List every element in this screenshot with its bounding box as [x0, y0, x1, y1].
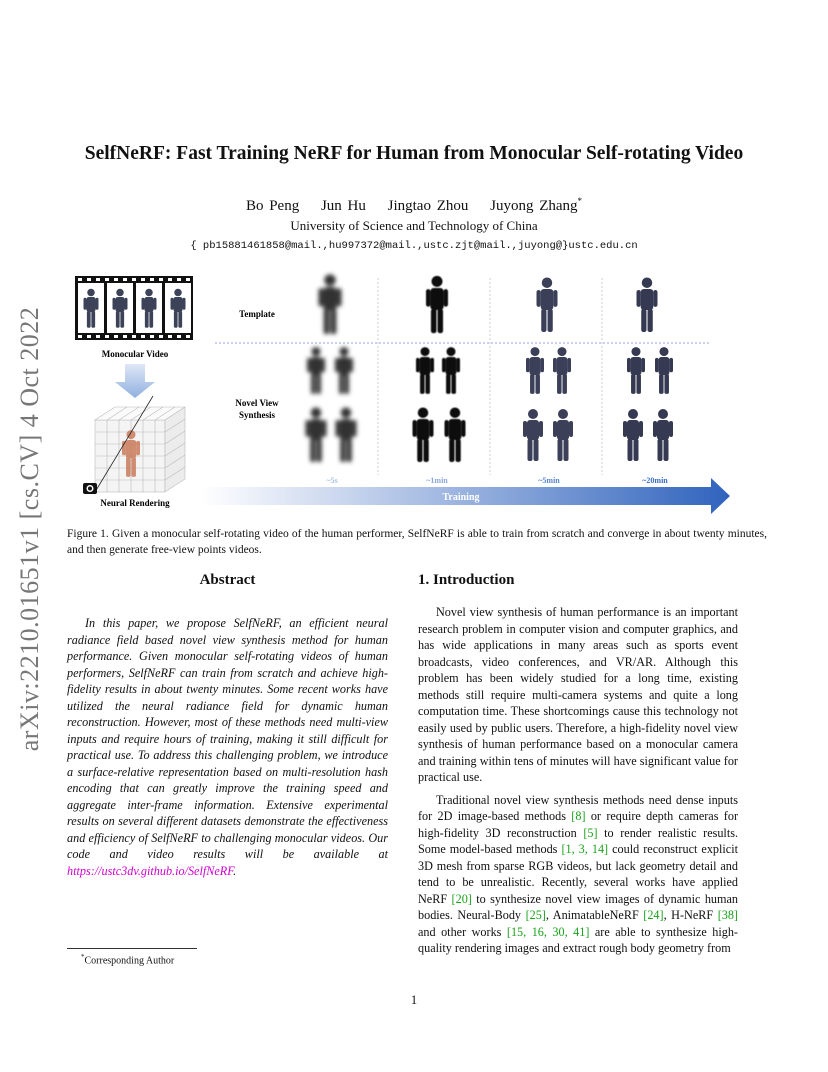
- arxiv-stamp: [12, 294, 48, 764]
- introduction-heading: 1. Introduction: [418, 572, 515, 588]
- result-column-20min: [623, 277, 673, 461]
- result-column-5min: [523, 277, 573, 461]
- label-template: Template: [239, 309, 275, 319]
- citation-link[interactable]: [15, 16, 30, 41]: [506, 924, 590, 939]
- camera-icon: [83, 483, 97, 494]
- citation-link[interactable]: [24]: [643, 908, 664, 922]
- introduction-body: [418, 604, 738, 963]
- intro-paragraph-1: Novel view synthesis of human performance is an important research problem in computer vision and computer graphics, and has wide applications in many areas such as sports event broadcasts, video conferences, and VR/AR. Although this problem has been widely studied for a long time, existing methods still require multi-camera systems and quite a long computation time. These shortcomings cause this technology not easily used by public users. Therefore, a high-fidelity novel view synthesis of human performance based on a monocular camera and training within tens of minutes will have significant value for practical use.: [418, 605, 738, 784]
- intro-paragraph-2: Traditional novel view synthesis methods need dense inputs for 2D image-based methods [8] or require depth cameras for high-fidelity 3D reconstruction [5] to render realistic results. Some model-based methods [1, 3, 14] could reconstruct explicit 3D mesh from sparse RGB videos, but lack geometry detail and tend to be unrealistic. Recently, several works have applied NeRF [20] to synthesize novel view images of dynamic human bodies. Neural-Body [25], AnimatableNeRF [24], H-NeRF [38] and other works [15, 16, 30, 41] are able to synthesize high-quality rendering images and extract rough body geometry from: [418, 792, 739, 955]
- paper-title: SelfNeRF: Fast Training NeRF for Human from Monocular Self-rotating Video: [84, 143, 744, 164]
- author-emails: { pb15881461858@mail.,hu997372@mail.,ustc.zjt@mail.,juyong@}ustc.edu.cn: [190, 240, 638, 252]
- time-label: ~5s: [326, 476, 338, 485]
- author-name: Jingtao Zhou: [387, 198, 469, 214]
- monocular-video-filmstrip: [75, 276, 193, 340]
- arxiv-identifier: arXiv:2210.01651v1 [cs.CV] 4 Oct 2022: [15, 306, 44, 752]
- training-label: Training: [442, 492, 480, 503]
- author-list: [60, 196, 768, 215]
- figure-1: [65, 270, 765, 515]
- citation-link[interactable]: [38]: [717, 908, 738, 922]
- author-name: Bo Peng: [245, 198, 300, 214]
- result-column-1min: [413, 276, 466, 462]
- time-label: ~20min: [642, 476, 668, 485]
- label-monocular-video: Monocular Video: [101, 349, 169, 359]
- page-number: 1: [410, 993, 418, 1007]
- citation-link[interactable]: [25]: [525, 908, 546, 922]
- time-label: ~1min: [426, 476, 448, 485]
- abstract-body: In this paper, we propose SelfNeRF, an efficient neural radiance field based novel view synthesis method for human performance. Given monocular self-rotating videos of human performers, SelfNeRF can train from scratch and achieve high-fidelity results in about twenty minutes. Some recent works have utilized the neural radiance field for dynamic human reconstruction. However, most of these methods need multi-view inputs and require hours of training, making it still difficult for practical use. To address this challenging problem, we introduce a surface-relative representation based on multi-resolution hash encoding that can greatly improve the training speed and aggregate inter-frame information. Extensive experimental results on several different datasets demonstrate the effectiveness and efficiency of SelfNeRF to challenging monocular videos. Our code and video results will be available at https://ustc3dv.github.io/SelfNeRF.: [67, 616, 388, 878]
- project-link[interactable]: https://ustc3dv.github.io/SelfNeRF: [67, 863, 234, 878]
- affiliation: University of Science and Technology of China: [290, 218, 538, 233]
- author-name: Jun Hu: [320, 198, 366, 214]
- label-synthesis: Synthesis: [238, 410, 276, 420]
- citation-link[interactable]: [8]: [571, 809, 586, 823]
- label-neural-rendering: Neural Rendering: [100, 498, 170, 508]
- abstract-heading: Abstract: [199, 572, 256, 588]
- result-column-5s: [306, 274, 357, 462]
- label-novel-view: Novel View: [235, 398, 279, 408]
- citation-link[interactable]: [20]: [451, 891, 472, 906]
- time-label: ~5min: [538, 476, 560, 485]
- footnote-rule: [67, 948, 197, 949]
- author-name: Juyong Zhang*: [490, 196, 583, 214]
- corresponding-mark: *: [577, 196, 583, 206]
- down-arrow-icon: [115, 364, 155, 398]
- citation-link[interactable]: [1, 3, 14]: [561, 842, 609, 856]
- citation-link[interactable]: [5]: [583, 825, 598, 840]
- footnote: *Corresponding Author: [81, 953, 175, 967]
- figure-caption: Figure 1. Given a monocular self-rotating video of the human performer, SelfNeRF is able to train from scratch and converge in about twenty minutes, and then generate free-view points videos.: [67, 528, 767, 556]
- abstract-text: In this paper, we propose SelfNeRF, an efficient neural radiance field based novel view synthesis method for human performance. Given monocular self-rotating videos of human performers, SelfNeRF can train from scratch and achieve high-fidelity results in about twenty minutes. Some recent works have utilized the neural radiance field for dynamic human reconstruction. However, most of these methods need multi-view inputs and require hours of training, making it still difficult for practical use. To address this challenging problem, we introduce a surface-relative representation based on multi-resolution hash encoding that can greatly improve the training speed and aggregate inter-frame information. Extensive experimental results on several different datasets demonstrate the effectiveness and efficiency of SelfNeRF to challenging monocular videos. Our code and video results will be available at: [67, 616, 388, 861]
